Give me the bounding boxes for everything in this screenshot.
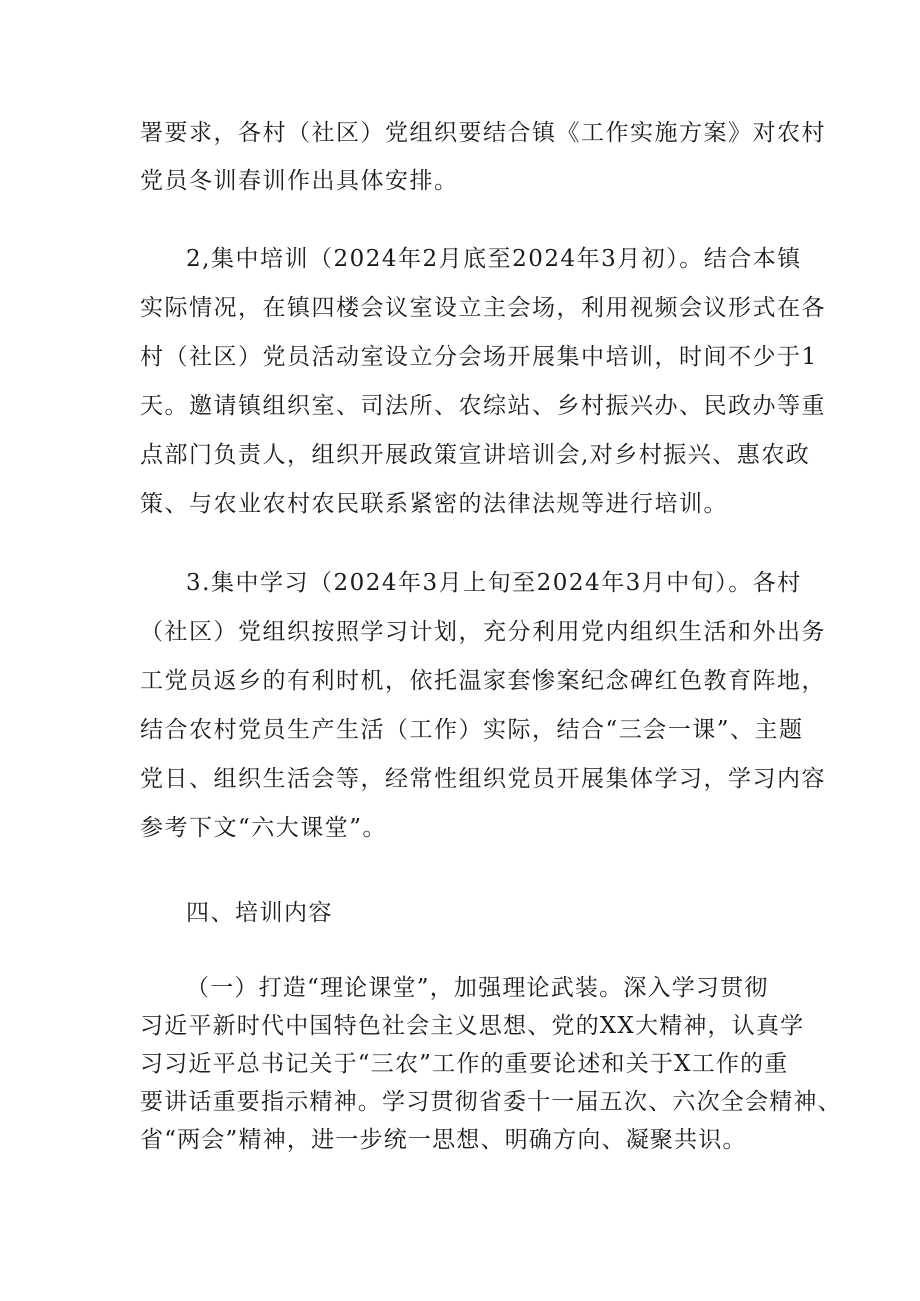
text-line: 参考下文“六大课堂”。 <box>140 815 388 841</box>
text-line: 省“两会”精神，进一步统一思想、明确方向、凝聚共识。 <box>140 1127 747 1153</box>
text-line: 策、与农业农村农民联系紧密的法律法规等进行培训。 <box>140 491 728 517</box>
text-line: 点部门负责人，组织开展政策宣讲培训会,对乡村振兴、惠农政 <box>140 442 811 468</box>
text-line: 2,集中培训（2024年2月底至2024年3月初）。结合本镇 <box>186 246 802 272</box>
text-line: 习习近平总书记关于“三农”工作的重要论述和关于X工作的重 <box>140 1051 789 1077</box>
text-line: 工党员返乡的有利时机，依托温家套惨案纪念碑红色教育阵地， <box>140 668 826 694</box>
text-line: 村（社区）党员活动室设立分会场开展集中培训，时间不少于1 <box>140 344 818 370</box>
text-line: 党日、组织生活会等，经常性组织党员开展集体学习，学习内容 <box>140 766 826 792</box>
text-line: 习近平新时代中国特色社会主义思想、党的XX大精神，认真学 <box>140 1013 805 1039</box>
text-line: （社区）党组织按照学习计划，充分利用党内组织生活和外出务 <box>140 619 826 645</box>
text-line: 天。邀请镇组织室、司法所、农综站、乡村振兴办、民政办等重 <box>140 393 826 419</box>
text-line: 结合农村党员生产生活（工作）实际，结合“三会一课”、主题 <box>140 717 804 743</box>
text-line: 实际情况，在镇四楼会议室设立主会场，利用视频会议形式在各 <box>140 295 826 321</box>
text-line: 3.集中学习（2024年3月上旬至2024年3月中旬）。各村 <box>186 570 802 596</box>
text-line: （一）打造“理论课堂”，加强理论武装。深入学习贯彻 <box>186 975 769 1001</box>
text-line: 署要求，各村（社区）党组织要结合镇《工作实施方案》对农村 <box>140 120 826 146</box>
text-line: 要讲话重要指示精神。学习贯彻省委十一届五次、六次全会精神、 <box>140 1089 842 1115</box>
text-line: 党员冬训春训作出具体安排。 <box>140 168 459 194</box>
section-heading: 四、培训内容 <box>186 900 333 926</box>
